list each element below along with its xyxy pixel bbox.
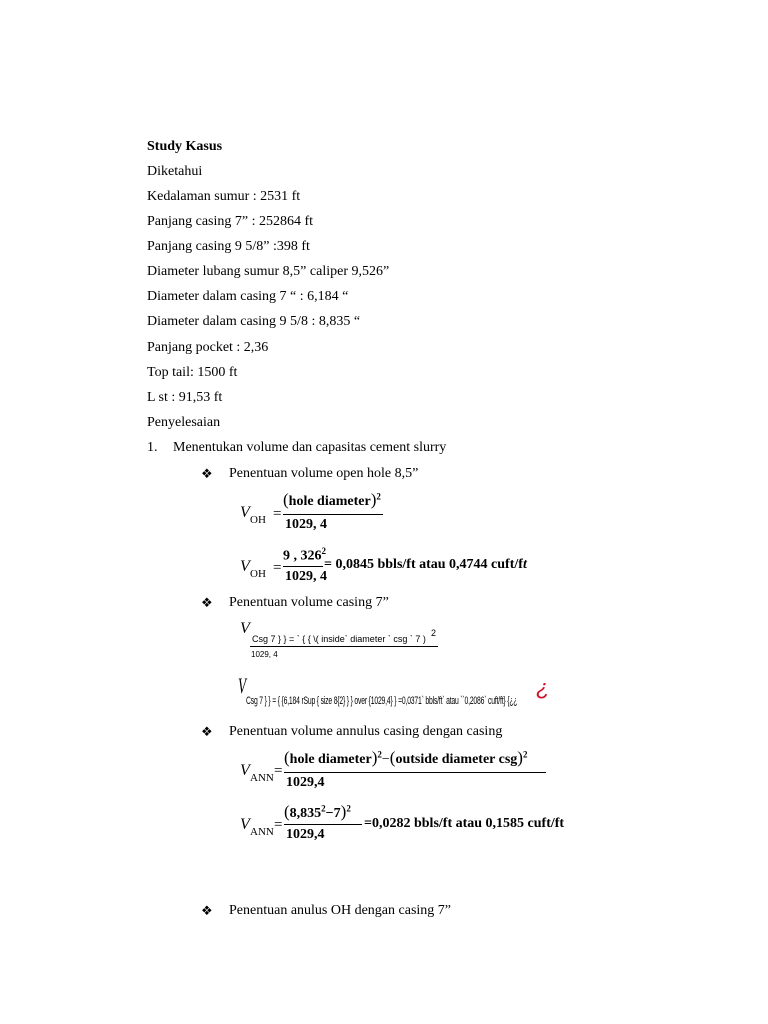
bullet-icon: ❖ xyxy=(201,466,213,481)
given-item-hole-diameter: Diameter lubang sumur 8,5” caliper 9,526” xyxy=(147,264,390,279)
oh-subscript: OH xyxy=(250,568,266,580)
ann-exponent-a: 2 xyxy=(377,749,382,760)
oh-numerator: (hole diameter)$^2$ xyxy=(283,490,381,509)
oh-exponent: 2 xyxy=(376,491,381,502)
bullet-annulus-oh-casing7: Penentuan anulus OH dengan casing 7” xyxy=(229,903,451,918)
bullet-icon: ❖ xyxy=(201,595,213,610)
oh-denominator: 1029, 4 xyxy=(285,517,327,532)
fraction-bar xyxy=(283,514,383,515)
ann-numerator: (hole diameter)$^2$−(outside diameter csg)$^2$ xyxy=(284,748,528,767)
bullet-volume-annulus-casing: Penentuan volume annulus casing dengan casing xyxy=(229,724,503,739)
casing-formula-text: Csg 7 } } = ` { { \( inside` diameter ` csg ` 7 ) xyxy=(252,634,426,644)
ann-exponent-b: 2 xyxy=(522,749,528,760)
given-item-casing958-id: Diameter dalam casing 9 5/8 : 8,835 “ xyxy=(147,314,361,329)
oh-value-numerator xyxy=(283,546,326,565)
v-symbol: V xyxy=(240,762,250,779)
oh-value-denominator: 1029, 4 xyxy=(285,569,327,584)
casing-formula-exponent: 2 xyxy=(431,628,437,638)
fraction-bar xyxy=(284,772,546,773)
given-item-pocket-length: Panjang pocket : 2,36 xyxy=(147,340,269,355)
oh-subscript: OH xyxy=(250,514,266,526)
given-item-depth: Kedalaman sumur : 2531 ft xyxy=(147,189,301,204)
oh-result-text: = 0,0845 bbls/ft atau 0,4744 cuft/f xyxy=(324,557,523,572)
ann-numerator-b: outside diameter csg xyxy=(395,752,518,767)
bullet-icon: ❖ xyxy=(201,903,213,918)
given-item-lst: L st : 91,53 ft xyxy=(147,390,223,405)
ann-value-denominator: 1029,4 xyxy=(286,827,325,842)
ann-subscript: ANN xyxy=(250,772,274,784)
step-text: Menentukan volume dan capasitas cement slurry xyxy=(173,440,447,455)
ann-value-numerator: $(8,835^2-7)^2$ xyxy=(284,802,351,821)
equals-sign: = xyxy=(273,506,282,522)
equation-oh-result xyxy=(238,542,558,592)
ann-value-exp-a: 2 xyxy=(321,803,326,814)
given-item-casing7-id: Diameter dalam casing 7 “ : 6,184 “ xyxy=(147,289,349,304)
equation-oh-formula xyxy=(238,488,398,538)
oh-result xyxy=(324,557,527,573)
v-symbol: V xyxy=(238,673,247,698)
casing-result-text: Csg 7 } } = { {6,184 rSup { size 8{2} } } over {1029,4} } =0,0371` bbls/ft` atau ``0,2086` cuft/ft} {¿¿ xyxy=(246,695,518,707)
fraction-bar xyxy=(284,824,362,825)
ann-minus: − xyxy=(381,752,390,767)
equation-annulus-result xyxy=(238,800,598,850)
v-symbol: V xyxy=(240,816,250,833)
document-title: Study Kasus xyxy=(147,139,223,154)
bullet-volume-casing7: Penentuan volume casing 7” xyxy=(229,595,389,610)
equals-sign: = xyxy=(274,817,283,833)
oh-value-exponent: 2 xyxy=(321,546,326,556)
equation-casing-formula xyxy=(238,618,448,666)
casing-result-tail: ¿ xyxy=(536,675,550,700)
oh-value-text: 9 , 326 xyxy=(283,548,322,564)
ann-denominator: 1029,4 xyxy=(286,775,325,790)
equals-sign: = xyxy=(274,763,283,779)
fraction-bar xyxy=(283,566,323,567)
v-symbol: V xyxy=(240,620,250,637)
given-heading: Diketahui xyxy=(147,164,203,179)
given-item-casing7-length: Panjang casing 7” : 252864 ft xyxy=(147,214,314,229)
equation-annulus-formula xyxy=(238,745,558,795)
ann-result: =0,0282 bbls/ft atau 0,1585 cuft/ft xyxy=(364,816,565,831)
ann-value-a: 8,835 xyxy=(289,806,322,821)
ann-numerator-a: hole diameter xyxy=(289,752,372,767)
given-item-top-tail: Top tail: 1500 ft xyxy=(147,365,238,380)
bullet-icon: ❖ xyxy=(201,724,213,739)
v-symbol: V xyxy=(240,504,250,521)
ann-value-b: −7 xyxy=(325,806,341,821)
v-symbol: V xyxy=(240,558,250,575)
oh-numerator-text: hole diameter xyxy=(288,494,371,509)
solution-heading: Penyelesaian xyxy=(147,415,221,430)
equals-sign: = xyxy=(273,560,282,576)
ann-value-exp-b: 2 xyxy=(346,803,351,814)
oh-result-tail: t xyxy=(522,557,527,572)
ann-subscript: ANN xyxy=(250,826,274,838)
step-number: 1. xyxy=(147,440,158,455)
equation-casing-result xyxy=(238,673,558,715)
bullet-volume-open-hole: Penentuan volume open hole 8,5” xyxy=(229,466,419,481)
given-item-casing958-length: Panjang casing 9 5/8” :398 ft xyxy=(147,239,310,254)
casing-formula-denominator: 1029, 4 xyxy=(251,650,278,659)
fraction-bar xyxy=(250,646,438,647)
